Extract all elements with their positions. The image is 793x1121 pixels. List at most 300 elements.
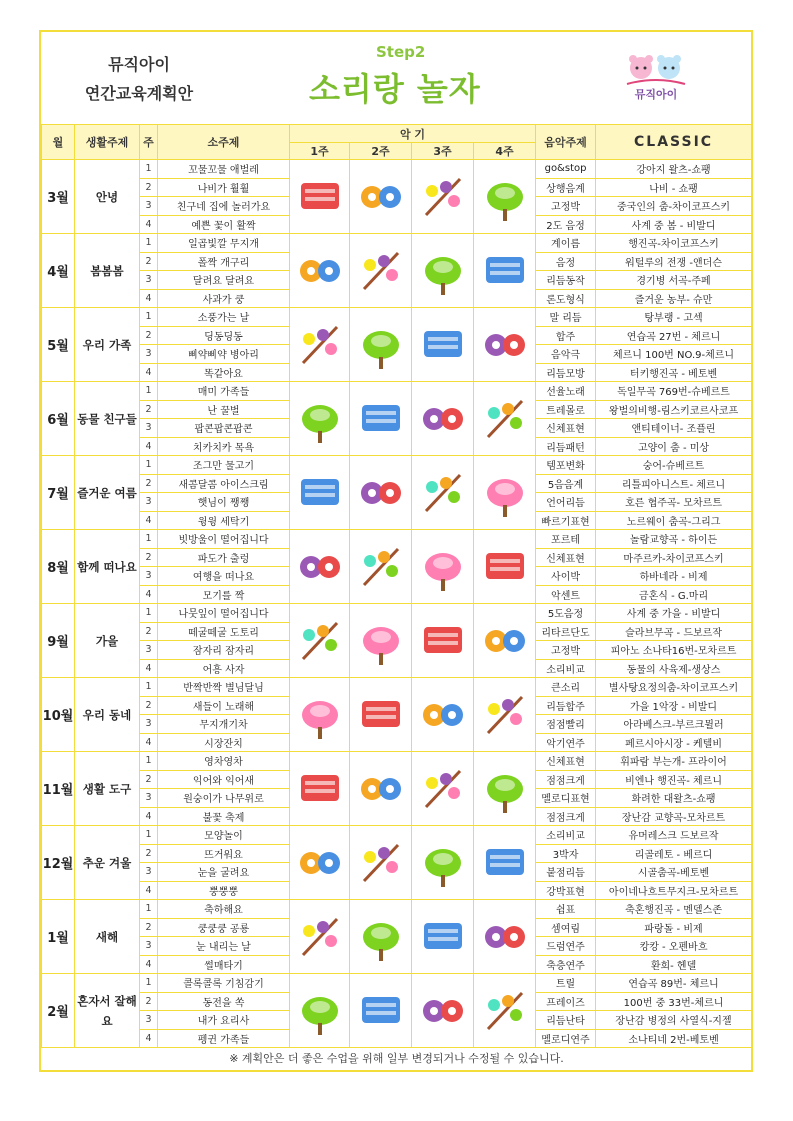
instrument-cell xyxy=(412,752,474,826)
music-theme-cell: 론도형식 xyxy=(536,289,596,308)
sub-theme-cell: 익어와 익어새 xyxy=(158,770,290,789)
week-cell: 4 xyxy=(140,881,158,900)
corn-guiro-icon xyxy=(416,391,470,447)
music-theme-cell: 점점크게 xyxy=(536,770,596,789)
week-cell: 3 xyxy=(140,567,158,586)
hand-drum-icon xyxy=(416,243,470,299)
sub-theme-cell: 모기를 짝 xyxy=(158,585,290,604)
sub-theme-cell: 무지개기차 xyxy=(158,715,290,734)
sub-theme-cell: 내가 요리사 xyxy=(158,1011,290,1030)
sub-theme-cell: 달려요 달려요 xyxy=(158,271,290,290)
life-theme-cell: 동물 친구들 xyxy=(75,382,140,456)
fish-guiro-icon xyxy=(293,465,347,521)
col-sub-theme: 소주제 xyxy=(158,125,290,160)
music-theme-cell: 신체표현 xyxy=(536,548,596,567)
instrument-cell xyxy=(290,678,350,752)
week-cell: 4 xyxy=(140,659,158,678)
plan-body xyxy=(42,160,752,1048)
month-cell: 7월 xyxy=(42,456,75,530)
sub-theme-cell: 불꽃 축제 xyxy=(158,807,290,826)
month-cell: 11월 xyxy=(42,752,75,826)
sub-theme-cell: 뜨거워요 xyxy=(158,844,290,863)
music-theme-cell: 점점크게 xyxy=(536,807,596,826)
tongue-drum-icon xyxy=(478,613,532,669)
music-theme-cell: 축층연주 xyxy=(536,955,596,974)
instrument-cell xyxy=(474,900,536,974)
ring-bells-icon xyxy=(478,761,532,817)
sub-theme-cell: 모양놀이 xyxy=(158,826,290,845)
classic-cell: 중국인의 춤-차이코프스키 xyxy=(596,197,752,216)
week-cell: 1 xyxy=(140,826,158,845)
sub-theme-cell: 딩동딩동 xyxy=(158,326,290,345)
music-theme-cell: 사이박 xyxy=(536,567,596,586)
music-theme-cell: 5음음계 xyxy=(536,474,596,493)
life-theme-cell: 가을 xyxy=(75,604,140,678)
week-cell: 4 xyxy=(140,215,158,234)
sub-theme-cell: 잠자리 잠자리 xyxy=(158,641,290,660)
instrument-cell xyxy=(350,308,412,382)
col-life-theme: 생활주제 xyxy=(75,125,140,160)
instrument-cell xyxy=(290,308,350,382)
sub-theme-cell: 뿡뿡뿡 xyxy=(158,881,290,900)
sub-theme-cell: 새들이 노래해 xyxy=(158,696,290,715)
classic-cell: 100번 중 33번-체르니 xyxy=(596,992,752,1011)
life-theme-cell: 안녕 xyxy=(75,160,140,234)
lollipop-drum-icon xyxy=(478,687,532,743)
music-theme-cell: 리듬동작 xyxy=(536,271,596,290)
music-theme-cell: 큰소리 xyxy=(536,678,596,697)
castanet-strip-icon xyxy=(478,909,532,965)
instrument-cell xyxy=(412,678,474,752)
col-music-theme: 음악주제 xyxy=(536,125,596,160)
sub-theme-cell: 썰매타기 xyxy=(158,955,290,974)
wood-frog-icon xyxy=(478,465,532,521)
music-theme-cell: 드럼연주 xyxy=(536,937,596,956)
instrument-cell xyxy=(474,530,536,604)
music-theme-cell: 포르테 xyxy=(536,530,596,549)
music-theme-cell: 3박자 xyxy=(536,844,596,863)
music-theme-cell: 템포변화 xyxy=(536,456,596,475)
sub-theme-cell: 펭귄 가족들 xyxy=(158,1029,290,1048)
life-theme-cell: 봄봄봄 xyxy=(75,234,140,308)
classic-cell: 환희- 헨델 xyxy=(596,955,752,974)
col-week1: 1주 xyxy=(290,143,350,160)
instrument-cell xyxy=(350,234,412,308)
instrument-cell xyxy=(350,160,412,234)
classic-cell: 아이네나흐트무지크-모차르트 xyxy=(596,881,752,900)
table-row xyxy=(42,456,752,475)
month-cell: 6월 xyxy=(42,382,75,456)
table-row xyxy=(42,678,752,697)
classic-cell: 하바네라 - 비제 xyxy=(596,567,752,586)
week-cell: 3 xyxy=(140,493,158,512)
bell-sticks-icon xyxy=(293,539,347,595)
classic-cell: 연습곡 27번 - 체르니 xyxy=(596,326,752,345)
month-cell: 9월 xyxy=(42,604,75,678)
music-theme-cell: 선율노래 xyxy=(536,382,596,401)
xylophone-box-icon xyxy=(293,317,347,373)
classic-cell: 비엔나 행진곡- 체르니 xyxy=(596,770,752,789)
week-cell: 2 xyxy=(140,548,158,567)
table-row xyxy=(42,308,752,327)
color-ribbons-icon xyxy=(416,465,470,521)
classic-cell: 워털루의 전쟁 -앤더슨 xyxy=(596,252,752,271)
table-row xyxy=(42,160,752,179)
step-label: Step2 xyxy=(376,43,426,61)
classic-cell: 체르니 100번 NO.9-체르니 xyxy=(596,345,752,364)
week-cell: 2 xyxy=(140,992,158,1011)
classic-cell: 마주르카-차이코프스키 xyxy=(596,548,752,567)
page-title: 소리랑 놀자 xyxy=(309,70,481,108)
music-theme-cell: 계이름 xyxy=(536,234,596,253)
cymbal-sticks-icon xyxy=(478,983,532,1039)
table-row xyxy=(42,752,752,771)
music-theme-cell: 리듬난타 xyxy=(536,1011,596,1030)
classic-cell: 동물의 사육제-생상스 xyxy=(596,659,752,678)
week-cell: 1 xyxy=(140,900,158,919)
instrument-cell xyxy=(350,382,412,456)
week-cell: 1 xyxy=(140,308,158,327)
flower-shaker-icon xyxy=(478,169,532,225)
week-cell: 2 xyxy=(140,474,158,493)
logo-text: 뮤직아이 xyxy=(634,88,678,101)
col-week: 주 xyxy=(140,125,158,160)
classic-cell: 리틀피아니스트- 체르니 xyxy=(596,474,752,493)
week-cell: 4 xyxy=(140,585,158,604)
page-header xyxy=(41,32,751,126)
week-cell: 3 xyxy=(140,715,158,734)
music-theme-cell: 언어리듬 xyxy=(536,493,596,512)
instrument-cell xyxy=(474,678,536,752)
life-theme-cell: 새해 xyxy=(75,900,140,974)
sub-theme-cell: 햇님이 쨍쨍 xyxy=(158,493,290,512)
sub-theme-cell: 일곱빛깔 무지개 xyxy=(158,234,290,253)
ocean-drum-icon xyxy=(354,539,408,595)
instrument-cell xyxy=(290,974,350,1048)
bell-stick-icon xyxy=(416,169,470,225)
org-line2: 연간교육계획안 xyxy=(84,84,194,103)
week-cell: 1 xyxy=(140,382,158,401)
banana-shaker-icon xyxy=(416,761,470,817)
week-cell: 3 xyxy=(140,419,158,438)
strawberry-shaker-icon xyxy=(478,243,532,299)
instrument-cell xyxy=(474,382,536,456)
music-theme-cell: 멜로디연주 xyxy=(536,1029,596,1048)
sub-theme-cell: 조그만 물고기 xyxy=(158,456,290,475)
table-row xyxy=(42,382,752,401)
cutting-board-icon xyxy=(416,983,470,1039)
rhythm-sticks-icon xyxy=(354,465,408,521)
sub-theme-cell: 윙윙 세탁기 xyxy=(158,511,290,530)
classic-cell: 경기병 서곡-주페 xyxy=(596,271,752,290)
instrument-cell xyxy=(412,160,474,234)
classic-cell: 사계 중 가을 - 비발디 xyxy=(596,604,752,623)
triangle-drums-icon xyxy=(293,835,347,891)
classic-cell: 금혼식 - G.마리 xyxy=(596,585,752,604)
sub-theme-cell: 나뭇잎이 떨어집니다 xyxy=(158,604,290,623)
classic-cell: 별사탕요정의춤-차이코프스키 xyxy=(596,678,752,697)
org-title xyxy=(79,50,199,108)
month-cell: 4월 xyxy=(42,234,75,308)
sub-theme-cell: 사과가 쿵 xyxy=(158,289,290,308)
footnote: ※ 계획안은 더 좋은 수업을 위해 일부 변경되거나 수정될 수 있습니다. xyxy=(229,1052,564,1065)
music-theme-cell: 트릴 xyxy=(536,974,596,993)
sub-theme-cell: 원숭이가 나무위로 xyxy=(158,789,290,808)
finger-castanets-icon xyxy=(293,983,347,1039)
classic-cell: 슬라브무곡 - 드보르작 xyxy=(596,622,752,641)
instrument-cell xyxy=(412,308,474,382)
sub-theme-cell: 난 꿀벌 xyxy=(158,400,290,419)
week-cell: 1 xyxy=(140,678,158,697)
sub-theme-cell: 콜록콜록 기침감기 xyxy=(158,974,290,993)
fish-castanet-icon xyxy=(354,687,408,743)
classic-cell: 축혼행진곡 - 멘델스존 xyxy=(596,900,752,919)
classic-cell: 호른 협주곡- 모차르트 xyxy=(596,493,752,512)
sponge-icon xyxy=(478,391,532,447)
classic-cell: 피아노 소나타16번-모차르트 xyxy=(596,641,752,660)
music-theme-cell: 고정박 xyxy=(536,197,596,216)
music-theme-cell: 상행음계 xyxy=(536,178,596,197)
classic-cell: 장난감 병정의 사열식-지젤 xyxy=(596,1011,752,1030)
week-cell: 1 xyxy=(140,160,158,179)
sub-theme-cell: 치카치카 목욕 xyxy=(158,437,290,456)
week-cell: 2 xyxy=(140,696,158,715)
classic-cell: 터키행진곡 - 베토벤 xyxy=(596,363,752,382)
sub-theme-cell: 떼굴떼굴 도토리 xyxy=(158,622,290,641)
table-row xyxy=(42,604,752,623)
rattle-drum-icon xyxy=(354,169,408,225)
music-theme-cell: 리타르단도 xyxy=(536,622,596,641)
instrument-cell xyxy=(350,678,412,752)
sub-theme-cell: 어흥 사자 xyxy=(158,659,290,678)
month-cell: 12월 xyxy=(42,826,75,900)
music-theme-cell: 말 리듬 xyxy=(536,308,596,327)
week-cell: 2 xyxy=(140,622,158,641)
week-cell: 3 xyxy=(140,937,158,956)
classic-cell: 왕벌의비행-림스키코르사코프 xyxy=(596,400,752,419)
frog-castanet-icon xyxy=(354,243,408,299)
classic-cell: 연습곡 89번- 체르니 xyxy=(596,974,752,993)
classic-cell: 사계 중 봄 - 비발디 xyxy=(596,215,752,234)
table-row xyxy=(42,900,752,919)
classic-cell: 페르시아시장 - 케텔비 xyxy=(596,733,752,752)
instrument-cell xyxy=(290,234,350,308)
red-drum-icon xyxy=(416,835,470,891)
number-drums-icon xyxy=(293,909,347,965)
week-cell: 1 xyxy=(140,456,158,475)
music-theme-cell: 트레몰로 xyxy=(536,400,596,419)
sub-theme-cell: 꼬물꼬물 애벌레 xyxy=(158,160,290,179)
instrument-cell xyxy=(412,456,474,530)
star-jingle-icon xyxy=(293,687,347,743)
month-cell: 1월 xyxy=(42,900,75,974)
instrument-cell xyxy=(474,160,536,234)
classic-cell: 놀람교향곡 - 하이든 xyxy=(596,530,752,549)
music-theme-cell: 리듬모방 xyxy=(536,363,596,382)
col-week3: 3주 xyxy=(412,143,474,160)
instrument-cell xyxy=(412,382,474,456)
week-cell: 1 xyxy=(140,234,158,253)
color-eggs-icon xyxy=(416,317,470,373)
classic-cell: 즐거운 농부- 슈만 xyxy=(596,289,752,308)
red-sticks-icon xyxy=(478,835,532,891)
music-theme-cell: 고정박 xyxy=(536,641,596,660)
sub-theme-cell: 파도가 출렁 xyxy=(158,548,290,567)
music-theme-cell: 리듬패턴 xyxy=(536,437,596,456)
music-theme-cell: go&stop xyxy=(536,160,596,179)
week-cell: 4 xyxy=(140,437,158,456)
snowman-icon xyxy=(416,909,470,965)
music-theme-cell: 멜로디표현 xyxy=(536,789,596,808)
month-cell: 3월 xyxy=(42,160,75,234)
life-theme-cell: 우리 동네 xyxy=(75,678,140,752)
week-cell: 3 xyxy=(140,271,158,290)
instrument-cell xyxy=(290,382,350,456)
week-cell: 1 xyxy=(140,752,158,771)
week-cell: 1 xyxy=(140,604,158,623)
sub-theme-cell: 매미 가족들 xyxy=(158,382,290,401)
music-theme-cell: 소리비교 xyxy=(536,659,596,678)
music-theme-cell: 합주 xyxy=(536,326,596,345)
music-theme-cell: 악기연주 xyxy=(536,733,596,752)
instrument-cell xyxy=(350,974,412,1048)
col-month: 월 xyxy=(42,125,75,160)
week-cell: 3 xyxy=(140,863,158,882)
music-theme-cell: 빠르기표현 xyxy=(536,511,596,530)
sub-theme-cell: 팝콘팝콘팝콘 xyxy=(158,419,290,438)
woodblock-triangle-icon xyxy=(293,391,347,447)
music-theme-cell: 음악극 xyxy=(536,345,596,364)
classic-cell: 화려한 대왈츠-쇼팽 xyxy=(596,789,752,808)
week-cell: 3 xyxy=(140,345,158,364)
instrument-cell xyxy=(290,826,350,900)
sub-theme-cell: 쿵쿵쿵 공룡 xyxy=(158,918,290,937)
table-row xyxy=(42,974,752,993)
life-theme-cell: 함께 떠나요 xyxy=(75,530,140,604)
boomwhackers-icon xyxy=(416,613,470,669)
instrument-cell xyxy=(290,160,350,234)
table-row xyxy=(42,530,752,549)
sub-theme-cell: 똑같아요 xyxy=(158,363,290,382)
instrument-cell xyxy=(290,456,350,530)
music-theme-cell: 악센트 xyxy=(536,585,596,604)
instrument-cell xyxy=(290,752,350,826)
sub-theme-cell: 동전을 쏙 xyxy=(158,992,290,1011)
logo-icon xyxy=(621,50,691,104)
week-cell: 2 xyxy=(140,326,158,345)
maracas-icon xyxy=(354,391,408,447)
col-week2: 2주 xyxy=(350,143,412,160)
instrument-cell xyxy=(350,530,412,604)
instrument-cell xyxy=(474,308,536,382)
week-cell: 2 xyxy=(140,252,158,271)
ribbon-icon xyxy=(293,243,347,299)
classic-cell: 행진곡-차이코프스키 xyxy=(596,234,752,253)
instrument-cell xyxy=(350,826,412,900)
music-theme-cell: 신체표현 xyxy=(536,419,596,438)
sub-theme-cell: 여행을 떠나요 xyxy=(158,567,290,586)
classic-cell: 강아지 왈츠-쇼팽 xyxy=(596,160,752,179)
classic-cell: 가을 1악장 - 비발디 xyxy=(596,696,752,715)
week-cell: 2 xyxy=(140,844,158,863)
color-xylophone-icon xyxy=(416,687,470,743)
classic-cell: 리골레토 - 베르디 xyxy=(596,844,752,863)
sub-theme-cell: 폴짝 개구리 xyxy=(158,252,290,271)
month-cell: 5월 xyxy=(42,308,75,382)
wheel-bells-icon xyxy=(416,539,470,595)
tambourines-icon xyxy=(293,613,347,669)
life-theme-cell: 우리 가족 xyxy=(75,308,140,382)
col-instrument: 악 기 xyxy=(290,125,536,143)
instrument-cell xyxy=(350,900,412,974)
instrument-cell xyxy=(474,604,536,678)
music-theme-cell: 강박표현 xyxy=(536,881,596,900)
classic-cell: 유머레스크 드보르작 xyxy=(596,826,752,845)
blue-guiro-icon xyxy=(354,761,408,817)
week-cell: 1 xyxy=(140,530,158,549)
instrument-cell xyxy=(350,752,412,826)
sub-theme-cell: 반짝반짝 별님달님 xyxy=(158,678,290,697)
week-cell: 4 xyxy=(140,289,158,308)
week-cell: 4 xyxy=(140,363,158,382)
instrument-cell xyxy=(412,974,474,1048)
month-cell: 10월 xyxy=(42,678,75,752)
instrument-cell xyxy=(412,234,474,308)
wood-animals-icon xyxy=(354,909,408,965)
instrument-cell xyxy=(412,826,474,900)
jingle-rings-icon xyxy=(354,835,408,891)
week-cell: 2 xyxy=(140,770,158,789)
music-theme-cell: 신체표현 xyxy=(536,752,596,771)
classic-cell: 캉캉 - 오펜바흐 xyxy=(596,937,752,956)
music-theme-cell: 음정 xyxy=(536,252,596,271)
life-theme-cell: 혼자서 잘해요 xyxy=(75,974,140,1048)
week-cell: 3 xyxy=(140,1011,158,1030)
sub-theme-cell: 눈을 굴려요 xyxy=(158,863,290,882)
sub-theme-cell: 눈 내리는 날 xyxy=(158,937,290,956)
classic-cell: 앤티테이너- 조플린 xyxy=(596,419,752,438)
week-cell: 2 xyxy=(140,918,158,937)
page-frame xyxy=(39,30,753,1072)
wood-xylophone-icon xyxy=(478,539,532,595)
week-cell: 2 xyxy=(140,178,158,197)
instrument-cell xyxy=(474,752,536,826)
life-theme-cell: 추운 겨울 xyxy=(75,826,140,900)
sub-theme-cell: 삐약삐약 병아리 xyxy=(158,345,290,364)
sub-theme-cell: 축하해요 xyxy=(158,900,290,919)
classic-cell: 장난감 교향곡-모차르트 xyxy=(596,807,752,826)
classic-cell: 고양이 춤 - 미상 xyxy=(596,437,752,456)
instrument-cell xyxy=(290,530,350,604)
music-theme-cell: 셈여림 xyxy=(536,918,596,937)
music-theme-cell: 소리비교 xyxy=(536,826,596,845)
music-theme-cell: 프레이즈 xyxy=(536,992,596,1011)
sub-theme-cell: 시장잔치 xyxy=(158,733,290,752)
instrument-cell xyxy=(350,604,412,678)
classic-cell: 숭어-슈베르트 xyxy=(596,456,752,475)
week-cell: 1 xyxy=(140,974,158,993)
classic-cell: 휘파람 부는개- 프라이어 xyxy=(596,752,752,771)
week-cell: 4 xyxy=(140,807,158,826)
rock-shakers-icon xyxy=(354,613,408,669)
org-line1: 뮤직아이 xyxy=(108,55,170,74)
instrument-cell xyxy=(412,604,474,678)
plan-table xyxy=(41,124,752,1048)
instrument-cell xyxy=(412,530,474,604)
week-cell: 4 xyxy=(140,511,158,530)
life-theme-cell: 즐거운 여름 xyxy=(75,456,140,530)
classic-cell: 소나티네 2번-베토벤 xyxy=(596,1029,752,1048)
